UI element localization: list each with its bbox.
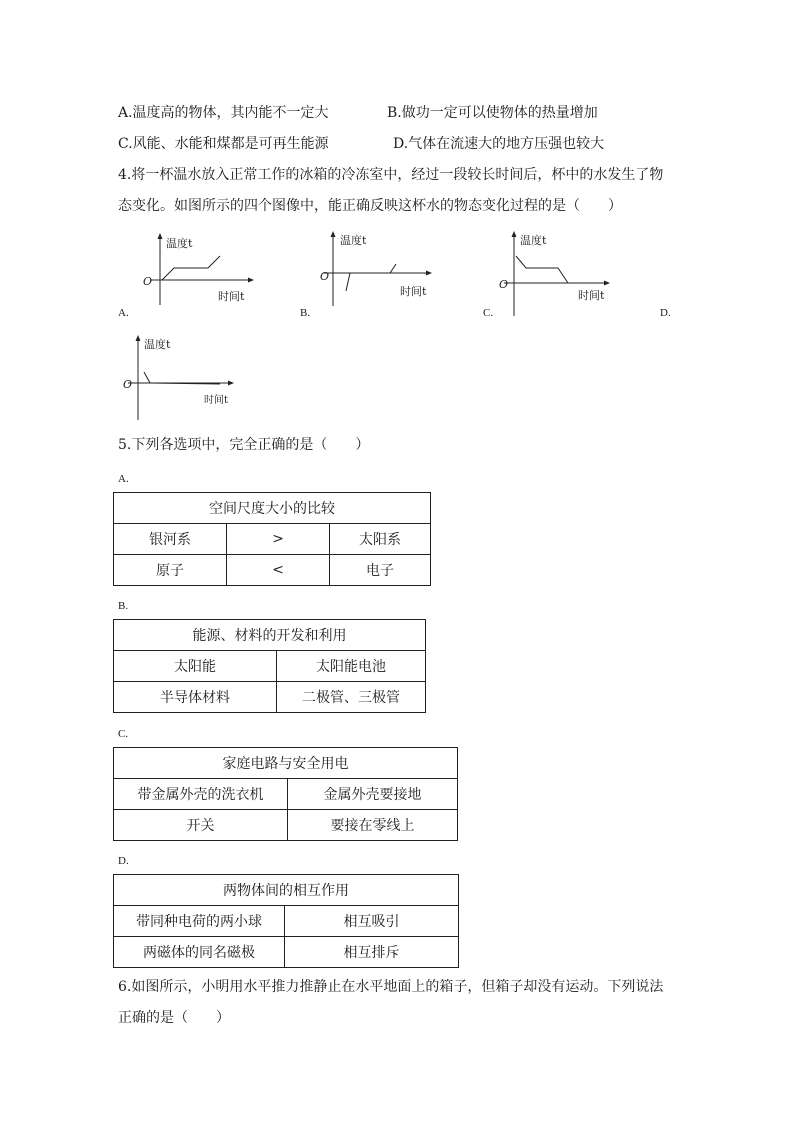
table-cell: 太阳系 bbox=[330, 524, 431, 555]
q5-d-label: D. bbox=[118, 855, 129, 867]
graph-a-option: A. bbox=[118, 307, 129, 319]
graph-a-origin: O bbox=[143, 275, 153, 288]
q5-d-table bbox=[113, 874, 459, 968]
graph-c-xlabel: 时间t bbox=[578, 289, 605, 302]
graph-d-origin: O bbox=[123, 378, 133, 391]
graph-c bbox=[496, 228, 616, 318]
q3-option-b: B.做功一定可以使物体的热量增加 bbox=[387, 105, 598, 121]
q5-b-table bbox=[113, 619, 426, 713]
table-cell: > bbox=[227, 524, 330, 555]
table-cell: 太阳能 bbox=[114, 651, 277, 682]
graph-a-ylabel: 温度t bbox=[166, 237, 193, 250]
graph-d-ylabel: 温度t bbox=[144, 338, 171, 351]
table-cell: 原子 bbox=[114, 555, 227, 586]
table-cell: 银河系 bbox=[114, 524, 227, 555]
q5-c-label: C. bbox=[118, 728, 129, 740]
q3-option-c: C.风能、水能和煤都是可再生能源 bbox=[118, 136, 329, 152]
q5-c-table bbox=[113, 747, 458, 841]
q5-c-title: 家庭电路与安全用电 bbox=[114, 748, 458, 779]
table-cell: 开关 bbox=[114, 810, 288, 841]
q6-stem-line1: 6.如图所示，小明用水平推力推静止在水平地面上的箱子，但箱子却没有运动。下列说法 bbox=[118, 979, 664, 995]
q5-a-title: 空间尺度大小的比较 bbox=[114, 493, 431, 524]
graph-d-xlabel: 时间t bbox=[204, 395, 229, 406]
q5-b-label: B. bbox=[118, 600, 129, 612]
table-cell: 半导体材料 bbox=[114, 682, 277, 713]
table-cell: 二极管、三极管 bbox=[277, 682, 426, 713]
table-cell: 电子 bbox=[330, 555, 431, 586]
table-cell: 太阳能电池 bbox=[277, 651, 426, 682]
q5-b-title: 能源、材料的开发和利用 bbox=[114, 620, 426, 651]
table-cell: 带金属外壳的洗衣机 bbox=[114, 779, 288, 810]
q3-option-a: A.温度高的物体，其内能不一定大 bbox=[118, 105, 329, 121]
table-cell: < bbox=[227, 555, 330, 586]
graph-d bbox=[120, 332, 240, 422]
graph-a-xlabel: 时间t bbox=[218, 290, 245, 303]
q5-a-label: A. bbox=[118, 473, 129, 485]
q5-a-table bbox=[113, 492, 431, 586]
graph-b-xlabel: 时间t bbox=[400, 285, 427, 298]
graph-a bbox=[140, 230, 260, 310]
graph-b-option: B. bbox=[300, 307, 311, 319]
q5-stem: 5.下列各选项中，完全正确的是（ ） bbox=[118, 437, 370, 453]
table-cell: 要接在零线上 bbox=[288, 810, 458, 841]
table-cell: 相互吸引 bbox=[285, 906, 459, 937]
graph-b-ylabel: 温度t bbox=[340, 234, 367, 247]
q3-option-d: D.气体在流速大的地方压强也较大 bbox=[393, 136, 605, 152]
table-cell: 金属外壳要接地 bbox=[288, 779, 458, 810]
table-cell: 两磁体的同名磁极 bbox=[114, 937, 285, 968]
graph-d-option: D. bbox=[660, 307, 671, 319]
q4-stem-line1: 4.将一杯温水放入正常工作的冰箱的冷冻室中，经过一段较长时间后，杯中的水发生了物 bbox=[118, 167, 664, 183]
q4-stem-line2: 态变化。如图所示的四个图像中，能正确反映这杯水的物态变化过程的是（ ） bbox=[118, 198, 622, 214]
graph-c-option: C. bbox=[483, 307, 494, 319]
table-cell: 带同种电荷的两小球 bbox=[114, 906, 285, 937]
graph-c-origin: O bbox=[499, 278, 509, 291]
graph-b-origin: O bbox=[320, 270, 330, 283]
graph-c-ylabel: 温度t bbox=[520, 234, 547, 247]
graph-b bbox=[318, 228, 438, 308]
q5-d-title: 两物体间的相互作用 bbox=[114, 875, 459, 906]
table-cell: 相互排斥 bbox=[285, 937, 459, 968]
q6-stem-line2: 正确的是（ ） bbox=[118, 1010, 230, 1026]
